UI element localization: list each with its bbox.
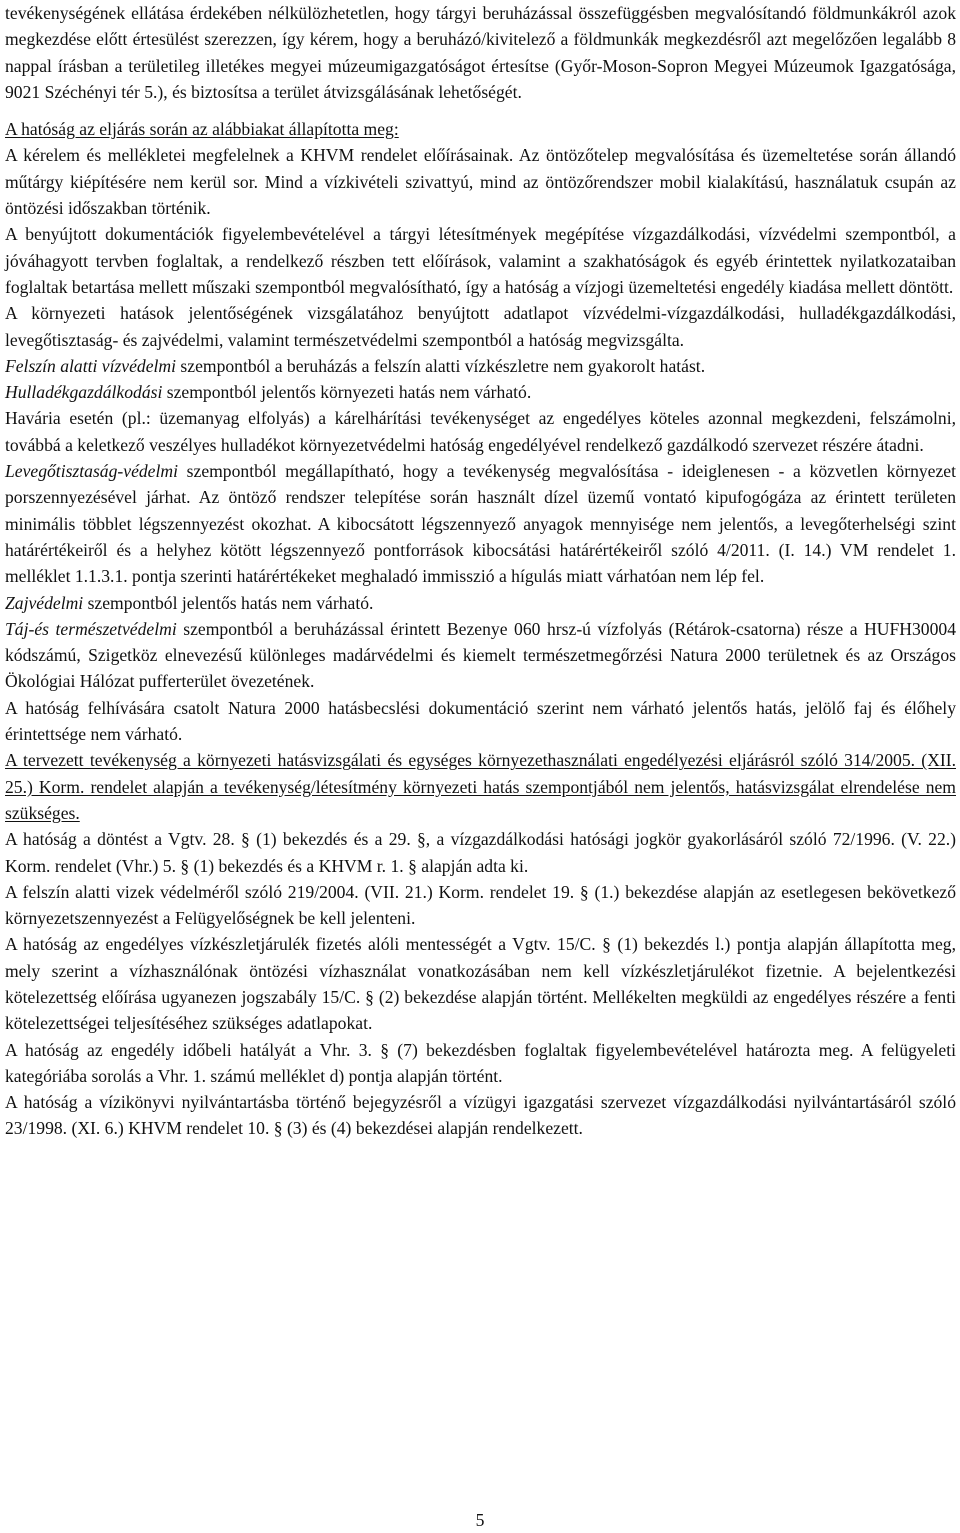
paragraph-natura-2000: A hatóság felhívására csatolt Natura 2000 hatásbecslési dokumentáció szerint nem várható jelentős hatás, jelölő faj és élőhely érintettsége nem várható. (5, 697, 956, 745)
paragraph-noise (5, 590, 956, 616)
paragraph-water-fee-exemption: A hatóság az engedélyes vízkészletjárulék fizetés alóli mentességét a Vgtv. 15/C. § (1) bekezdés l.) pontja alapján állapította meg, mely szerint a vízhasználónak öntözési vízhasználat vonatkozásában nem kell vízkészletjárulékot fizetnie. A bejelentkezési kötelezettség előírása ugyanezen jogszabály 15/C. § (2) bekezdése alapján történt. Mellékelten megküldi az engedélyes részére a fenti kötelezettségei teljesítéséhez szükséges adatlapokat. (5, 934, 956, 1034)
paragraph-air-quality (5, 458, 956, 589)
waste-lead: Hulladékgazdálkodási (5, 382, 163, 403)
groundwater-lead: Felszín alatti vízvédelmi (5, 355, 177, 376)
paragraph-application: A kérelem és mellékletei megfelelnek a KHVM rendelet előírásainak. Az öntözőtelep megvalósítása és üzemeltetése során állandó műtárgy kiépítésére nem kerül sor. Mind a vízkivételi szivattyú, mind az öntözőrendszer mobil kialakítású, használatuk csupán az öntözési időszakban történik. (5, 145, 956, 219)
findings-heading: A hatóság az eljárás során az alábbiakat állapította meg: (5, 119, 399, 140)
noise-text: szempontból jelentős hatás nem várható. (83, 592, 374, 613)
waste-text: szempontból jelentős környezeti hatás nem várható. (162, 382, 532, 403)
document-page (5, 0, 956, 1142)
paragraph-impact-assessment: A tervezett tevékenység a környezeti hatásvizsgálati és egységes környezethasználati engedélyezési eljárásról szóló 314/2005. (XII. 25.) Korm. rendelet alapján a tevékenység/létesítmény környezeti hatás szempontjából nem jelentős, hatásvizsgálat elrendelése nem szükséges. (5, 750, 956, 823)
paragraph-environmental-review: A környezeti hatások jelentőségének vizsgálatához benyújtott adatlapot vízvédelmi-vízgazdálkodási, hulladékgazdálkodási, levegőtisztaság- és zajvédelmi, valamint természetvédelmi szempontból a hatóság megvizsgálta. (5, 303, 956, 350)
nature-text: szempontból a beruházással érintett Bezenye 060 hrsz-ú vízfolyás (Rétárok-csatorna) része a HUFH30004 kódszámú, Szigetköz elnevezésű különleges madárvédelmi és kiemelt természetmegőrzési Natura 2000 területnek és az Országos Ökológiai Hálózat pufferterület övezetének. (5, 618, 956, 692)
paragraph-documentation: A benyújtott dokumentációk figyelembevételével a tárgyi létesítmények megépítése vízgazdálkodási, vízvédelmi szempontból, a jóváhagyott tervben foglaltak, a rendelkező részben tett előírások, valamint a szakhatóságok és egyéb érintettek nyilatkozataiban foglaltak betartása mellett műszaki szempontból megvalósítható, így a hatóság a vízjogi üzemeltetési engedély kiadása mellett döntött. (5, 224, 956, 297)
air-quality-lead: Levegőtisztaság-védelmi (5, 461, 178, 482)
paragraph-museum-notice: tevékenységének ellátása érdekében nélkülözhetetlen, hogy tárgyi beruházással összefüggésben megvalósítandó földmunkákról azok megkezdése előtt értesülést szerezzen, így kérem, hogy a beruházó/kivitelező a földmunkák megkezdésről azt megelőzően legalább 8 nappal írásban a területileg illetékes megyei múzeumigazgatóságot értesítse (Győr-Moson-Sopron Megyei Múzeumok Igazgatósága, 9021 Széchényi tér 5.), és biztosítsa a terület átvizsgálásának lehetőségét. (5, 3, 956, 102)
paragraph-water-register: A hatóság a vízikönyvi nyilvántartásba történő bejegyzésről a vízügyi igazgatási szervezet vízgazdálkodási nyilvántartásáról szóló 23/1998. (XI. 6.) KHVM rendelet 10. § (3) és (4) bekezdései alapján rendelkezett. (5, 1092, 956, 1139)
paragraph-emergency: Havária esetén (pl.: üzemanyag elfolyás) a kárelhárítási tevékenységet az engedélyes köteles azonnal megkezdeni, felszámolni, továbbá a keletkező veszélyes hulladékot környezetvédelmi hatóság engedélyével rendelkező gazdálkodó szervezet részére átadni. (5, 408, 956, 455)
paragraph-groundwater-protection: A felszín alatti vizek védelméről szóló 219/2004. (VII. 21.) Korm. rendelet 19. § (1.) bekezdése alapján az esetlegesen bekövetkező környezetszennyezést a Felügyelőségnek be kell jelenteni. (5, 881, 956, 929)
page-number: 5 (475, 1510, 485, 1530)
paragraph-groundwater (5, 353, 956, 379)
paragraph-nature (5, 616, 956, 695)
paragraph-legal-basis: A hatóság a döntést a Vgtv. 28. § (1) bekezdés és a 29. §, a vízgazdálkodási hatósági jogkör gyakorlásáról szóló 72/1996. (V. 22.) Korm. rendelet (Vhr.) 5. § (1) bekezdés és a KHVM r. 1. § alapján adta ki. (5, 829, 956, 876)
nature-lead: Táj-és természetvédelmi (5, 618, 177, 639)
noise-lead: Zajvédelmi (5, 592, 84, 613)
air-quality-text: szempontból megállapítható, hogy a tevékenység megvalósítása - ideiglenesen - a közvetlen környezet porszennyezésével járhat. Az öntöző rendszer telepítése során használt dízel üzemű vontató kipufogógáza az érintett területen minimális többlet légszennyezést okozhat. A kibocsátott légszennyező anyagok mennyisége nem jelentős, a levegőterhelségi szint határértékeiről és a helyhez kötött légszennyező pontforrások kibocsátási határértékeiről szóló 4/2011. (I. 14.) VM rendelet 1. melléklet 1.1.3.1. pontja szerinti határértékeket meghaladó immisszió a hígulás miatt várhatóan nem lép fel. (5, 461, 956, 587)
paragraph-validity: A hatóság az engedély időbeli hatályát a Vhr. 3. § (7) bekezdésben foglaltak figyelembevételével határozta meg. A felügyeleti kategóriába sorolás a Vhr. 1. számú melléklet d) pontja alapján történt. (5, 1039, 956, 1086)
paragraph-waste (5, 379, 956, 405)
groundwater-text: szempontból a beruházás a felszín alatti vízkészletre nem gyakorolt hatást. (176, 355, 706, 376)
